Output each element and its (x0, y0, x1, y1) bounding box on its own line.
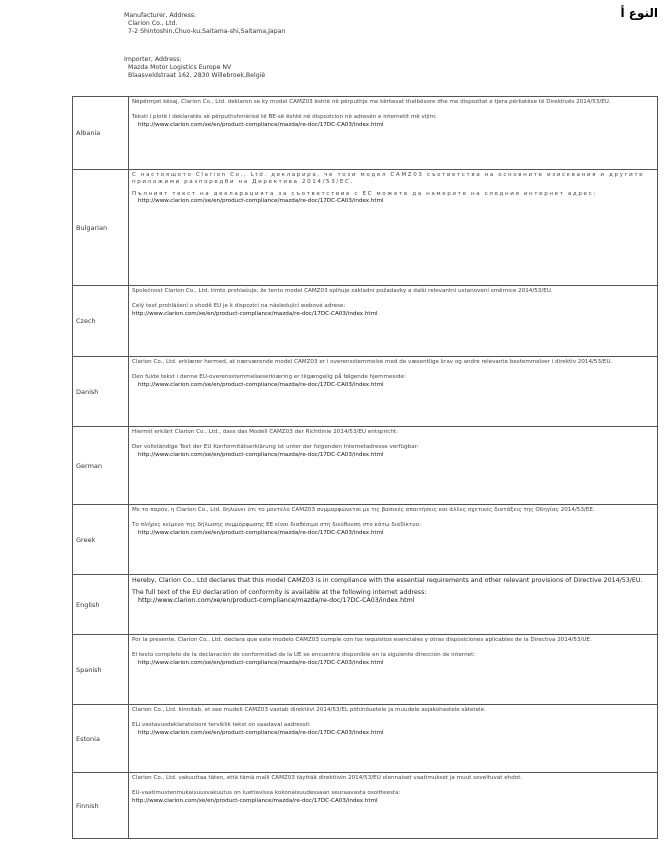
language-cell: Finnish (73, 773, 129, 839)
declaration-statement: Clarion Co., Ltd. vakuuttaa täten, että tämä malli CAMZ03 täyttää direktiivin 2014/53/EU olennaiset vaatimukset ja muut soveltuvat ehdot. (132, 775, 523, 781)
declaration-statement: Με το παρόν, η Clarion Co., Ltd. δηλώνει ότι το μοντέλο CAMZ03 συμμορφώνεται με τις βασικές απαιτήσεις και άλλες σχετικές διατάξεις της Οδηγίας 2014/53/ΕΕ. (132, 507, 595, 513)
declaration-url[interactable]: http://www.clarion.com/xe/en/product-compliance/mazda/re-doc/17DC-CA03/index.html (138, 381, 384, 388)
table-row (73, 97, 658, 170)
language-cell: English (73, 575, 129, 635)
declaration-availability: Der vollständige Text der EU Konformitätserklärung ist unter der folgenden Internetadresse verfügbar: (132, 444, 419, 451)
declaration-statement: Nëpërmjet kësaj, Clarion Co., Ltd. deklaron se ky model CAMZ03 është në përputhje me kërkesat thelbësore dhe me dispozitat e tjera përkatëse të Direktivës 2014/53/EU. (132, 99, 611, 105)
language-cell: Danish (73, 357, 129, 427)
declaration-availability: Den fulde tekst i denne EU-overensstemmelseserklæring er tilgængelig på følgende hjemmeside: (132, 374, 406, 381)
importer-name: Mazda Motor Logistics Europe NV (128, 64, 232, 71)
manufacturer-name: Clarion Co., Ltd. (128, 20, 178, 27)
language-cell: German (73, 427, 129, 505)
declaration-statement: Por la presente, Clarion Co., Ltd. declara que este modelo CAMZ03 cumple con los requisitos esenciales y otras disposiciones aplicables de la Directiva 2014/53/UE. (132, 637, 592, 643)
table-row (73, 773, 658, 839)
declaration-availability: Celý text prohlášení o shodě EU je k dispozici na následující webové adrese: (132, 303, 346, 310)
language-cell: Czech (73, 286, 129, 357)
declaration-url[interactable]: http://www.clarion.com/xe/en/product-compliance/mazda/re-doc/17DC-CA03/index.html (138, 729, 384, 736)
manufacturer-block (124, 12, 285, 36)
table-row (73, 170, 658, 286)
table-row (73, 505, 658, 575)
table-row (73, 575, 658, 635)
declaration-cell (129, 773, 658, 839)
declaration-cell (129, 286, 658, 357)
declaration-statement: С настоящото Clarion Co., Ltd. декларира, че този модел CAMZ03 съответства на основните изисквания и другите приложими разпоредби на Директива 2014/53/ЕС. (132, 172, 645, 186)
declaration-url[interactable]: http://www.clarion.com/xe/en/product-compliance/mazda/re-doc/17DC-CA03/index.html (138, 198, 384, 205)
manufacturer-address: 7-2 Shintoshin,Chuo-ku,Saitama-shi,Saitama,Japan (128, 28, 286, 35)
table-row (73, 427, 658, 505)
declaration-url[interactable]: http://www.clarion.com/xe/en/product-compliance/mazda/re-doc/17DC-CA03/index.html (138, 121, 384, 128)
language-cell: Greek (73, 505, 129, 575)
language-cell: Bulgarian (73, 170, 129, 286)
declaration-cell (129, 705, 658, 773)
declaration-availability: Το πλήρες κείμενο της δήλωσης συμμόρφωσης ΕΕ είναι διαθέσιμο στη διεύθυνση στο κάτω διαδίκτυο: (132, 522, 421, 529)
manufacturer-label: Manufacturer, Address: (124, 12, 197, 19)
importer-block (124, 56, 265, 80)
declaration-cell (129, 575, 658, 635)
declaration-url[interactable]: http://www.clarion.com/xe/en/product-compliance/mazda/re-doc/17DC-CA03/index.html (138, 659, 384, 666)
declaration-availability: El texto completo de la declaración de conformidad de la UE se encuentra disponible en la siguiente dirección de internet: (132, 652, 476, 659)
declaration-statement: Hiermit erklärt Clarion Co., Ltd., dass das Modell CAMZ03 der Richtlinie 2014/53/EU entspricht. (132, 429, 398, 435)
table-row (73, 357, 658, 427)
table-row (73, 705, 658, 773)
declaration-cell (129, 357, 658, 427)
declaration-statement: Hereby, Clarion Co., Ltd declares that this model CAMZ03 is in compliance with the essential requirements and other relevant provisions of Directive 2014/53/EU. (132, 577, 643, 584)
declaration-cell (129, 505, 658, 575)
declaration-cell (129, 170, 658, 286)
declaration-cell (129, 427, 658, 505)
declaration-url[interactable]: http://www.clarion.com/xe/en/product-compliance/mazda/re-doc/17DC-CA03/index.html (132, 797, 378, 804)
table-row (73, 635, 658, 705)
importer-address: Blaasveldstraat 162, 2830 Willebroek,België (128, 72, 266, 79)
importer-label: Importer, Address: (124, 56, 182, 63)
declaration-statement: Clarion Co., Ltd. erklærer hermed, at nærværende model CAMZ03 er i overensstemmelse med de væsentlige krav og andre relevante bestemmelser i direktiv 2014/53/EU. (132, 359, 613, 365)
language-cell: Spanish (73, 635, 129, 705)
language-cell: Albania (73, 97, 129, 170)
document-type-label: النوع أ (620, 6, 658, 20)
declaration-url[interactable]: http://www.clarion.com/xe/en/product-compliance/mazda/re-doc/17DC-CA03/index.html (138, 529, 384, 536)
declaration-url[interactable]: http://www.clarion.com/xe/en/product-compliance/mazda/re-doc/17DC-CA03/index.html (138, 597, 415, 604)
declarations-table (72, 96, 658, 839)
declaration-cell (129, 635, 658, 705)
declaration-statement: Clarion Co., Ltd. kinnitab, et see mudeli CAMZ03 vastab direktiivi 2014/53/EL põhinõuetele ja muudele asjakohastele sätetele. (132, 707, 486, 713)
declaration-availability: Пълният текст на декларацията за съответствие с ЕС можете да намерите на следния интернет адрес: (132, 190, 597, 197)
declaration-availability: Teksti i plotë i deklaratës së përputhshmërisë të BE-së është në dispozicion në adresën e internetit më vijim: (132, 114, 437, 121)
declaration-cell (129, 97, 658, 170)
language-cell: Estonia (73, 705, 129, 773)
declaration-url[interactable]: http://www.clarion.com/xe/en/product-compliance/mazda/re-doc/17DC-CA03/index.html (138, 451, 384, 458)
declaration-statement: Společnost Clarion Co., Ltd. tímto prohlašuje, že tento model CAMZ03 splňuje základní požadavky a další relevantní ustanovení směrnice 2014/53/EU. (132, 288, 553, 294)
declaration-url[interactable]: http://www.clarion.com/xe/en/product-compliance/mazda/re-doc/17DC-CA03/index.html (132, 310, 378, 317)
declaration-availability: The full text of the EU declaration of conformity is available at the following internet address: (132, 589, 427, 596)
declaration-availability: ELi vastavusdeklaratsiooni terviklik tekst on saadaval aadressil: (132, 722, 311, 729)
table-row (73, 286, 658, 357)
declaration-availability: EU-vaatimustenmukaisuusvakuutus on luettavissa kokonaisuudessaan seuraavasta osoitteesta: (132, 790, 401, 797)
